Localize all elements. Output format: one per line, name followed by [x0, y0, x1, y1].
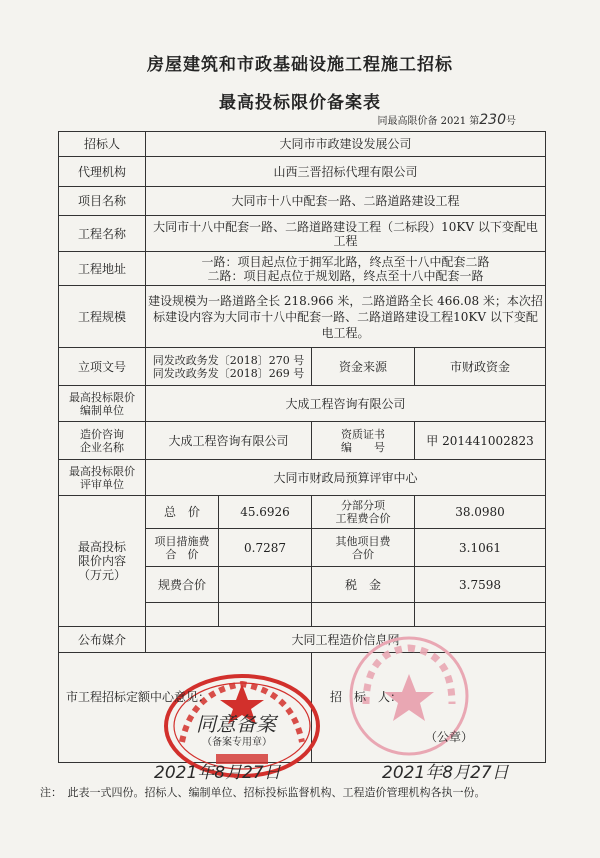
label-compiler	[59, 386, 146, 422]
value-media: 大同工程造价信息网	[146, 627, 546, 653]
doc-number-value: 230	[479, 112, 506, 128]
value-reviewer: 大同市财政局预算评审中心	[146, 460, 546, 496]
address-line-2: 二路：项目起点位于规划路，终点至十八中配套一路	[207, 268, 484, 283]
label-consultant-2: 企业名称	[80, 440, 124, 454]
blank-cell	[312, 603, 415, 627]
label-other	[312, 529, 415, 567]
label-cert-2: 编 号	[341, 440, 385, 454]
label-measure-2: 合 价	[165, 547, 199, 561]
label-measure-1: 项目措施费	[154, 534, 210, 548]
doc-number	[377, 112, 516, 128]
row-scale	[59, 286, 546, 348]
label-consultant-1: 造价咨询	[80, 427, 124, 441]
title-line-2: 最高投标限价备案表	[219, 93, 381, 113]
blank-cell	[146, 603, 219, 627]
label-compiler-2: 编制单位	[80, 403, 124, 417]
label-reviewer-1: 最高投标限价	[69, 464, 135, 478]
value-tax: 3.7598	[415, 567, 546, 603]
value-agency: 山西三晋招标代理有限公司	[146, 157, 546, 187]
value-fee	[219, 567, 312, 603]
value-tenderer: 大同市市政建设发展公司	[146, 132, 546, 157]
label-other-1: 其他项目费	[335, 534, 391, 548]
doc-number-suffix: 号	[506, 116, 516, 127]
label-price-1: 最高投标	[77, 540, 126, 554]
blank-cell	[219, 603, 312, 627]
stamp-note: （备案专用章）	[202, 737, 272, 748]
label-engineering: 工程名称	[59, 216, 146, 252]
row-agency	[59, 157, 546, 187]
left-sign-caption: 市工程招标定额中心意见：	[66, 690, 211, 704]
row-approval	[59, 348, 546, 386]
label-subitem-1: 分部分项	[341, 499, 385, 512]
value-consultant: 大成工程咨询有限公司	[146, 422, 312, 460]
value-approval	[146, 348, 312, 386]
label-reviewer-2: 评审单位	[80, 477, 124, 491]
label-project: 项目名称	[59, 187, 146, 216]
value-cert: 甲 201441002823	[415, 422, 546, 460]
row-project	[59, 187, 546, 216]
value-engineering: 大同市十八中配套一路、二路道路建设工程（二标段）10KV 以下变配电工程	[146, 216, 546, 252]
footnote: 注： 此表一式四份。招标人、编制单位、招标投标监督机构、工程造价管理机构各执一份。	[40, 786, 486, 799]
row-reviewer	[59, 460, 546, 496]
value-scale: 建设规模为一路道路全长 218.966 米，二路道路全长 466.08 米；本次招标建设内容为大同市十八中配套一路、二路道路建设工程10KV 以下变配电工程。	[146, 286, 546, 348]
label-agency: 代理机构	[59, 157, 146, 187]
right-sign-date: 2021年8月27日	[382, 763, 509, 783]
row-compiler	[59, 386, 546, 422]
approval-doc-2: 同发改政务发〔2018〕269 号	[152, 366, 305, 380]
label-scale: 工程规模	[59, 286, 146, 348]
value-other: 3.1061	[415, 529, 546, 567]
row-price-total	[59, 496, 546, 529]
row-tenderer	[59, 132, 546, 157]
value-subitem: 38.0980	[415, 496, 546, 529]
label-subitem-2: 工程费合价	[335, 512, 391, 525]
approval-handwriting: 同意备案	[196, 712, 276, 736]
row-engineering	[59, 216, 546, 252]
right-seal-caption: （公章）	[425, 730, 474, 744]
value-address	[146, 252, 546, 286]
label-cert-1: 资质证书	[341, 427, 385, 441]
label-price-2: 限价内容	[77, 554, 126, 568]
label-cert	[312, 422, 415, 460]
label-total: 总 价	[146, 496, 219, 529]
title-line-1: 房屋建筑和市政基础设施工程施工招标	[147, 55, 453, 75]
address-line-1: 一路：项目起点位于拥军北路，终点至十八中配套二路	[201, 254, 490, 269]
label-price	[59, 496, 146, 627]
value-project: 大同市十八中配套一路、二路道路建设工程	[146, 187, 546, 216]
label-other-2: 合价	[352, 547, 374, 561]
value-compiler: 大成工程咨询有限公司	[146, 386, 546, 422]
label-media: 公布媒介	[59, 627, 146, 653]
label-reviewer	[59, 460, 146, 496]
label-fund: 资金来源	[312, 348, 415, 386]
label-fee: 规费合价	[146, 567, 219, 603]
value-fund: 市财政资金	[415, 348, 546, 386]
label-subitem	[312, 496, 415, 529]
left-sign-date: 2021年8月27日	[154, 763, 281, 783]
blank-cell	[415, 603, 546, 627]
label-consultant	[59, 422, 146, 460]
label-tenderer: 招标人	[59, 132, 146, 157]
label-measure	[146, 529, 219, 567]
label-compiler-1: 最高投标限价	[69, 390, 135, 404]
row-consultant	[59, 422, 546, 460]
value-total: 45.6926	[219, 496, 312, 529]
approval-doc-1: 同发改政务发〔2018〕270 号	[152, 353, 305, 367]
row-address	[59, 252, 546, 286]
label-price-3: （万元）	[77, 568, 126, 582]
label-tax: 税 金	[312, 567, 415, 603]
doc-number-prefix: 同最高限价备 2021 第	[377, 116, 480, 127]
right-sign-caption: 招 标 人：	[330, 690, 403, 704]
label-approval: 立项文号	[59, 348, 146, 386]
value-measure: 0.7287	[219, 529, 312, 567]
label-address: 工程地址	[59, 252, 146, 286]
